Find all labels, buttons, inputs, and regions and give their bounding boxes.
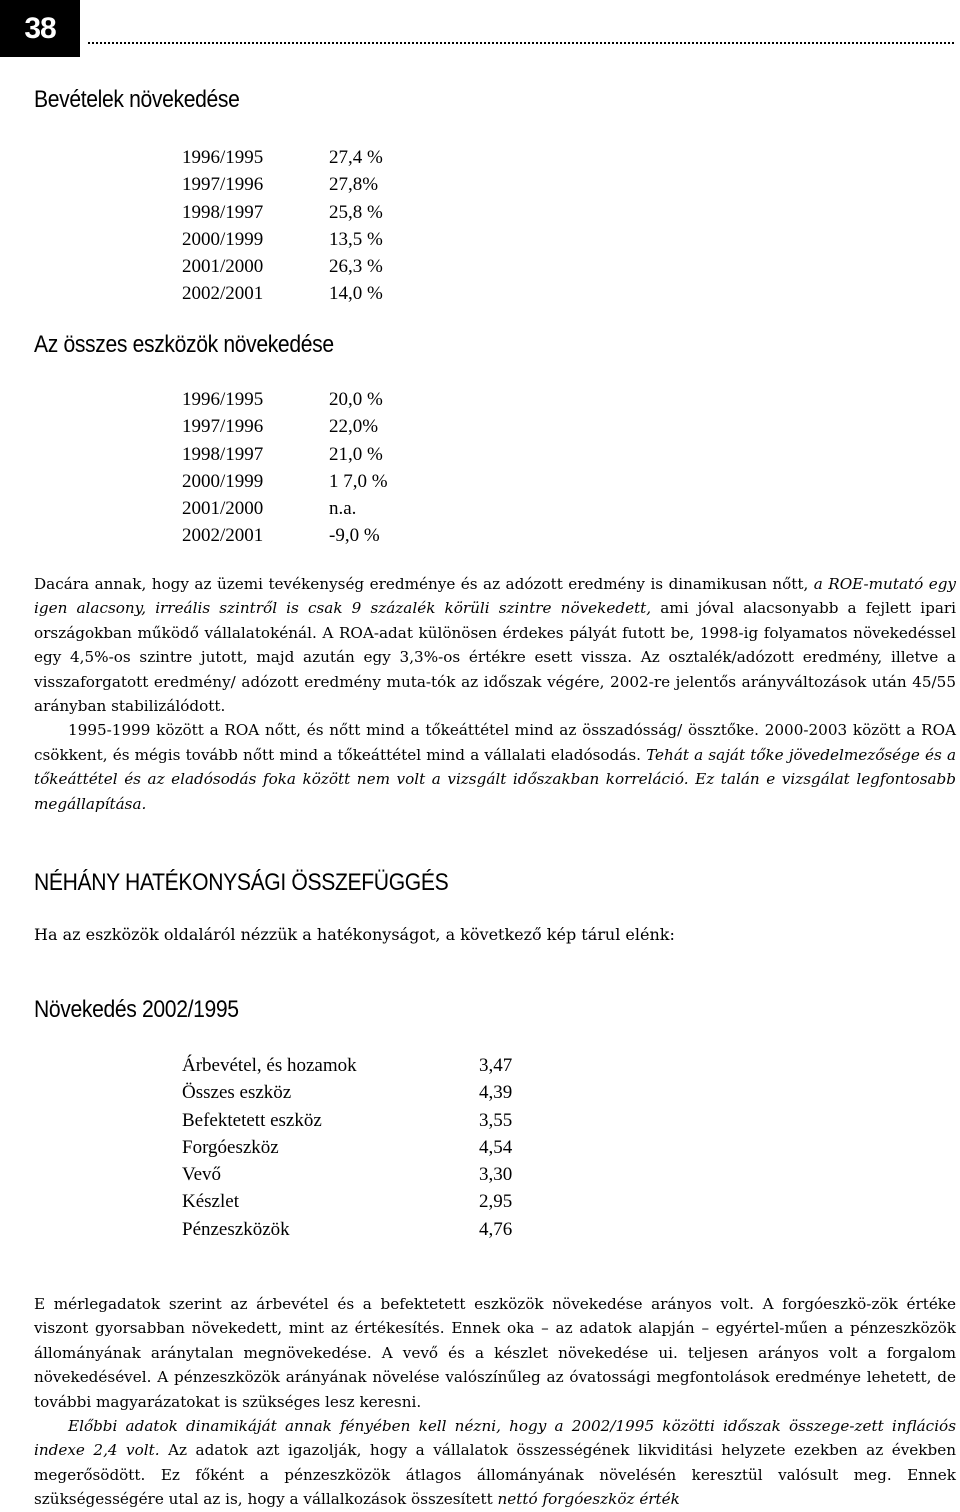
paragraph-italic-text: a ROE-mutató egy igen alacsony, irreális szintről is csak 9 százalék körüli szintre növekedett, <box>34 575 956 618</box>
table-row <box>182 413 388 440</box>
table-row <box>182 1161 512 1188</box>
revenue-growth-title: Bevételek növekedése <box>34 86 240 113</box>
table-row <box>182 522 388 549</box>
period-cell: 2002/2001 <box>182 525 264 547</box>
table-row <box>182 1052 512 1079</box>
value-cell: 4,76 <box>479 1218 513 1240</box>
table-row <box>182 199 383 226</box>
table-row <box>182 171 383 198</box>
value-cell: 25,8 % <box>329 201 383 223</box>
item-cell: Befektetett eszköz <box>182 1109 322 1131</box>
table-row <box>182 441 388 468</box>
paragraph-italic-text: nettó forgóeszköz érték <box>497 1490 680 1509</box>
paragraph-italic-text: Előbbi adatok dinamikáját annak fényében kell nézni, hogy a 2002/1995 közötti időszak összege-zett inflációs indexe 2,4 volt. <box>34 1417 956 1460</box>
body-text-block-2 <box>34 1292 956 1512</box>
table-row <box>182 280 383 307</box>
table-row <box>182 1188 512 1215</box>
value-cell: 21,0 % <box>329 443 383 465</box>
period-cell: 2002/2001 <box>182 283 264 305</box>
period-cell: 1997/1996 <box>182 416 264 438</box>
value-cell: 3,30 <box>479 1164 513 1186</box>
paragraph-text: E mérlegadatok szerint az árbevétel és a befektetett eszközök növekedése arányos volt. A forgóeszkö-zök értéke viszont gyorsabban növekedett, mint az értékesítés. Ennek oka – az adatok alapján – egyértel-műen a pénzeszközök állományának aránytalan megnövekedése. A vevő és a készlet növekedése ui. teljesen arányos volt a forgalom növekedésével. A pénzeszközök arányának növelése valószínűleg az óvatossági megfontolások eredménye lehetett, de további magyarázatokat is szükséges lesz keresni. <box>34 1295 956 1411</box>
value-cell: 2,95 <box>479 1191 513 1213</box>
paragraph-roe <box>34 572 956 718</box>
item-cell: Pénzeszközök <box>182 1218 290 1240</box>
period-cell: 2001/2000 <box>182 498 264 520</box>
period-cell: 1997/1996 <box>182 174 264 196</box>
paragraph-inflation <box>34 1414 956 1512</box>
header-dotted-rule <box>88 42 954 44</box>
lead-sentence: Ha az eszközök oldaláról nézzük a hatékonyságot, a következő kép tárul elénk: <box>34 925 675 944</box>
value-cell: 4,39 <box>479 1082 513 1104</box>
item-cell: Készlet <box>182 1191 239 1213</box>
table-row <box>182 1079 512 1106</box>
revenue-growth-table <box>182 144 383 308</box>
item-cell: Vevő <box>182 1164 222 1186</box>
asset-growth-title: Az összes eszközök növekedése <box>34 331 334 358</box>
table-row <box>182 226 383 253</box>
body-text-block-1 <box>34 572 956 816</box>
period-cell: 1996/1995 <box>182 389 264 410</box>
paragraph-text: Dacára annak, hogy az üzemi tevékenység eredménye és az adózott eredmény is dinamikusan nőtt, <box>34 575 814 593</box>
value-cell: 13,5 % <box>329 228 383 250</box>
value-cell: 3,47 <box>479 1055 513 1076</box>
growth-2002-title: Növekedés 2002/1995 <box>34 996 239 1023</box>
period-cell: 2000/1999 <box>182 470 264 492</box>
table-row <box>182 253 383 280</box>
table-row <box>182 495 388 522</box>
paragraph-italic-text: Tehát a saját tőke jövedelmezősége és a tőkeáttétel és az eladósodás foka között nem volt a vizsgált időszakban korreláció. Ez talán e vizsgálat legfontosabb megállapítása. <box>34 745 956 813</box>
value-cell: n.a. <box>329 498 357 520</box>
value-cell: -9,0 % <box>329 525 380 547</box>
period-cell: 1998/1997 <box>182 201 264 223</box>
value-cell: 22,0% <box>329 416 379 438</box>
period-cell: 2001/2000 <box>182 256 264 278</box>
table-row <box>182 1107 512 1134</box>
value-cell: 20,0 % <box>329 389 383 410</box>
paragraph-text: 1995-1999 között a ROA nőtt, és nőtt mind a tőkeáttétel mind az összadósság/ össztőke. 2000-2003 között a ROA csökkent, és mégis tovább nőtt mind a tőkeáttétel mind a vállalati eladósodás. <box>34 721 956 764</box>
item-cell: Összes eszköz <box>182 1082 292 1104</box>
table-row <box>182 1134 512 1161</box>
asset-growth-table <box>182 386 388 550</box>
paragraph-balance-sheet <box>34 1292 956 1414</box>
paragraph-text: ami jóval alacsonyabb a fejlett ipari országokban működő vállalatokénál. A ROA-adat különösen érdekes pályát futott be, 1998-ig folyamatos növekedéssel egy 4,5%-os szintre jutott, majd azután egy 3,3%-os értékre esett vissza. Az osztalék/adózott eredmény, illetve a visszaforgatott eredmény/ adózott eredmény muta-tók az időszak végére, 2002-re jelentős arányváltozások után 45/55 arányban stabilizálódott. <box>34 599 956 716</box>
page-number: 38 <box>0 0 80 57</box>
value-cell: 27,8% <box>329 174 379 196</box>
paragraph-text: Az adatok azt igazolják, hogy a vállalatok összességének likviditási helyzete ezekben az években megerősödött. Ez főként a pénzeszközök átlagos állományának növelésén keresztül valósult meg. Ennek szükségességére utal az is, hogy a vállalkozások összesített <box>34 1441 956 1509</box>
table-row <box>182 144 383 171</box>
paragraph-roa <box>34 718 956 816</box>
item-cell: Forgóeszköz <box>182 1136 279 1158</box>
period-cell: 1998/1997 <box>182 443 264 465</box>
table-row <box>182 386 388 413</box>
table-row <box>182 468 388 495</box>
value-cell: 27,4 % <box>329 147 383 168</box>
value-cell: 4,54 <box>479 1136 513 1158</box>
item-cell: Árbevétel, és hozamok <box>182 1055 357 1076</box>
section-heading: NÉHÁNY HATÉKONYSÁGI ÖSSZEFÜGGÉS <box>34 869 449 896</box>
value-cell: 14,0 % <box>329 283 383 305</box>
growth-2002-table <box>182 1052 512 1243</box>
value-cell: 26,3 % <box>329 256 383 278</box>
value-cell: 3,55 <box>479 1109 513 1131</box>
period-cell: 2000/1999 <box>182 228 264 250</box>
table-row <box>182 1216 512 1243</box>
period-cell: 1996/1995 <box>182 147 264 168</box>
value-cell: 1 7,0 % <box>329 470 388 492</box>
